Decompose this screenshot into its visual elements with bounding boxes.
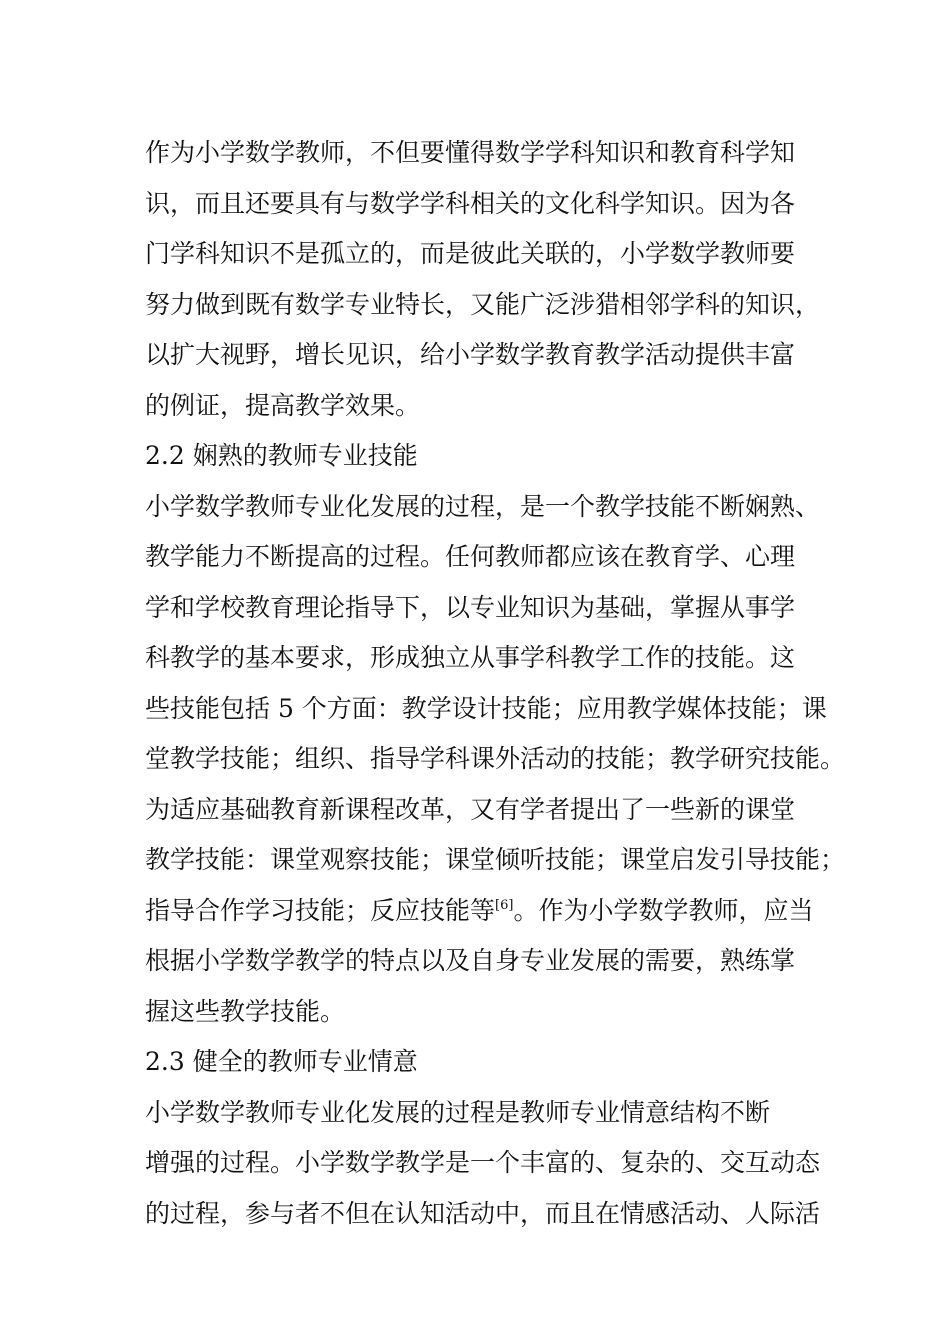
text-line: 以扩大视野，增长见识，给小学数学教育教学活动提供丰富 xyxy=(145,340,796,369)
text-line: 根据小学数学教学的特点以及自身专业发展的需要，熟练掌 xyxy=(145,946,796,975)
text-line: 科教学的基本要求，形成独立从事学科教学工作的技能。这 xyxy=(145,643,796,672)
text-segment: 指导合作学习技能；反应技能等 xyxy=(145,895,496,925)
text-line: 为适应基础教育新课程改革，又有学者提出了一些新的课堂 xyxy=(145,794,796,824)
text-segment: 。作为小学数学教师，应当 xyxy=(513,895,814,925)
text-line: 学和学校教育理论指导下，以专业知识为基础，掌握从事学 xyxy=(145,592,796,622)
text-line: 增强的过程。小学数学教学是一个丰富的、复杂的、交互动态 xyxy=(145,1148,821,1177)
text-line: 作为小学数学教师，不但要懂得数学学科知识和教育科学知 xyxy=(145,138,796,167)
text-line: 识，而且还要具有与数学学科相关的文化科学知识。因为各 xyxy=(145,188,796,218)
citation-ref[interactable]: [6] xyxy=(495,897,514,913)
text-line: 小学数学教师专业化发展的过程，是一个教学技能不断娴熟、 xyxy=(145,491,821,521)
text-line: 教学技能：课堂观察技能；课堂倾听技能；课堂启发引导技能； xyxy=(145,845,846,874)
text-line: 教学能力不断提高的过程。任何教师都应该在教育学、心理 xyxy=(145,542,796,571)
text-line: 的过程，参与者不但在认知活动中，而且在情感活动、人际活 xyxy=(145,1198,821,1228)
text-line-with-citation xyxy=(145,886,825,937)
text-line: 门学科知识不是孤立的，而是彼此关联的，小学数学教师要 xyxy=(145,239,796,268)
section-heading-2-2: 2.2 娴熟的教师专业技能 xyxy=(145,441,418,470)
document-body xyxy=(145,128,846,1239)
text-line: 小学数学教师专业化发展的过程是教师专业情意结构不断 xyxy=(145,1097,771,1127)
text-line: 堂教学技能；组织、指导学科课外活动的技能；教学研究技能。 xyxy=(145,744,846,773)
text-line: 些技能包括 5 个方面：教学设计技能；应用教学媒体技能；课 xyxy=(145,693,827,723)
text-line: 的例证，提高教学效果。 xyxy=(145,390,421,420)
text-line: 握这些教学技能。 xyxy=(145,996,346,1026)
text-line: 努力做到既有数学专业特长，又能广泛涉猎相邻学科的知识， xyxy=(145,289,821,319)
section-heading-2-3: 2.3 健全的教师专业情意 xyxy=(145,1047,418,1076)
